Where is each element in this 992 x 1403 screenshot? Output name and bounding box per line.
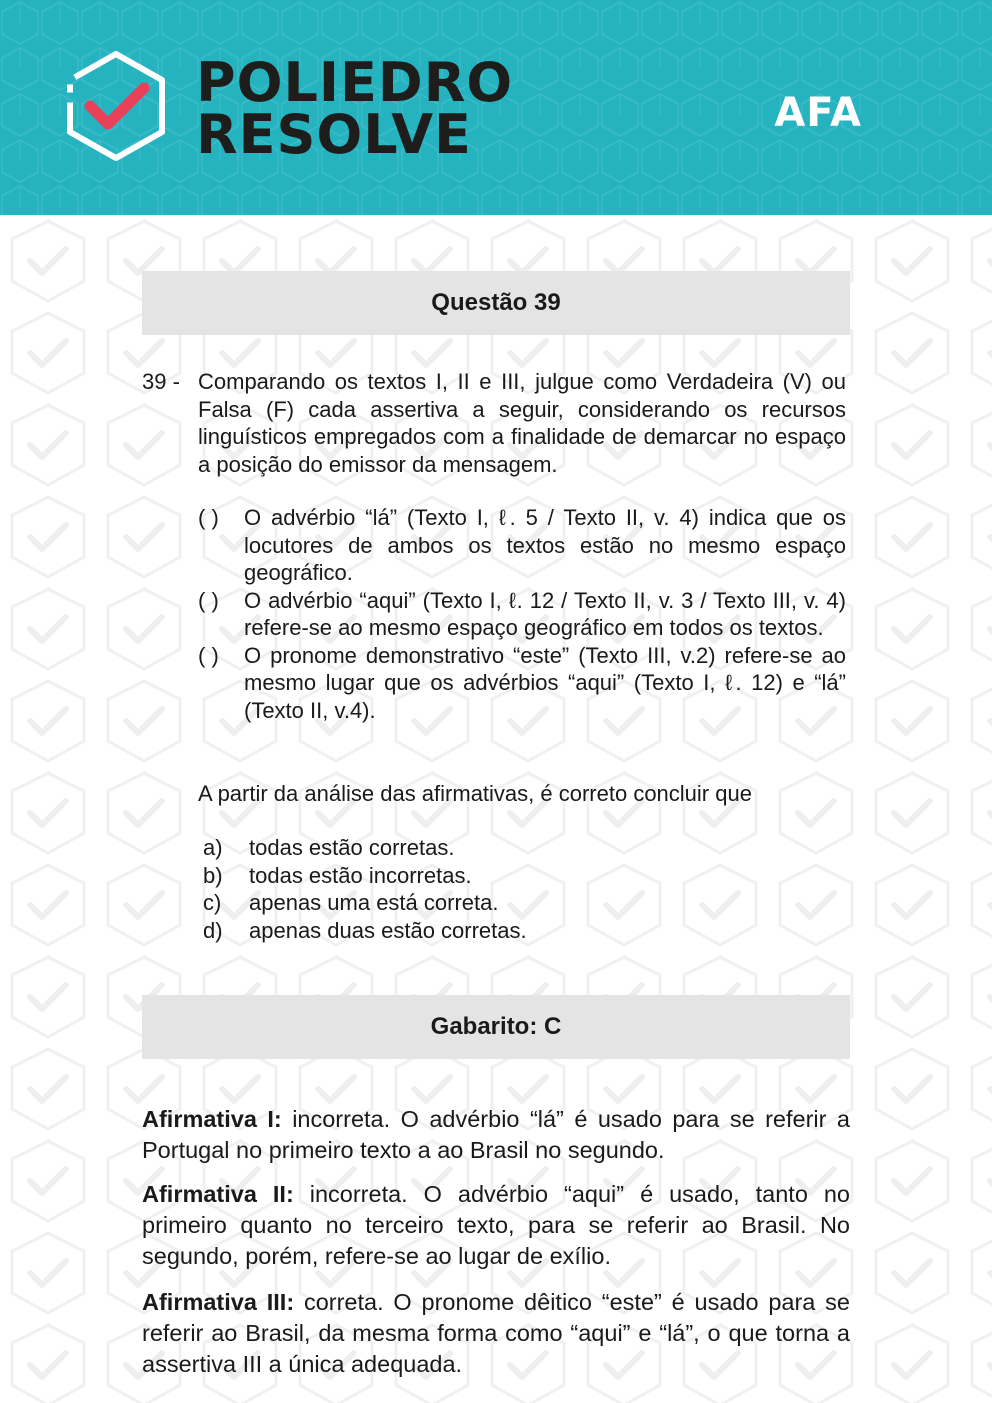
explanation-label: Afirmativa I:	[142, 1106, 282, 1132]
answer-key-banner: Gabarito: C	[142, 995, 850, 1059]
explanation-text: correta. O pronome dêitico “este” é usado para se referir ao Brasil, da mesma forma como “aqui” e “lá”, o que torna a assertiva III a única adequada.	[142, 1289, 850, 1377]
option-list	[203, 834, 527, 944]
option-letter: c)	[203, 890, 222, 915]
statement-text: O pronome demonstrativo “este” (Texto III, v.2) refere-se ao mesmo lugar que os advérbios “aqui” (Texto I, ℓ. 12) e “lá” (Texto II, v.4).	[244, 642, 846, 723]
brand-line-1: POLIEDRO	[196, 51, 514, 114]
statement-blank: ( )	[198, 505, 219, 530]
explanation-paragraph	[142, 1179, 850, 1272]
question-lead: A partir da análise das afirmativas, é correto concluir que	[198, 781, 752, 806]
question-banner: Questão 39	[142, 271, 850, 335]
statement-text: O advérbio “aqui” (Texto I, ℓ. 12 / Texto II, v. 3 / Texto III, v. 4) refere-se ao mesmo espaço geográfico em todos os textos.	[244, 587, 846, 640]
explanation-label: Afirmativa II:	[142, 1181, 294, 1207]
option-text: todas estão corretas.	[249, 835, 455, 860]
statement-item	[198, 642, 846, 725]
option-item	[203, 917, 527, 945]
option-letter: b)	[203, 862, 223, 888]
explanation-paragraph	[142, 1287, 850, 1380]
question-stem: Comparando os textos I, II e III, julgue como Verdadeira (V) ou Falsa (F) cada assertiva a seguir, considerando os recursos linguísticos empregados com a finalidade de demarcar no espaço a posição do emissor da mensagem.	[198, 369, 846, 477]
explanation-paragraph	[142, 1104, 850, 1166]
option-text: apenas duas estão corretas.	[249, 917, 527, 943]
statement-list	[198, 504, 846, 724]
option-letter: d)	[203, 917, 223, 943]
explanation-label: Afirmativa III:	[142, 1289, 295, 1315]
option-item	[203, 834, 527, 862]
statement-text: O advérbio “lá” (Texto I, ℓ. 5 / Texto II, v. 4) indica que os locutores de ambos os textos estão no mesmo espaço geográfico.	[244, 505, 846, 585]
statement-blank: ( )	[198, 587, 219, 613]
option-item	[203, 862, 527, 890]
exam-tag: AFA	[774, 90, 862, 136]
option-item	[203, 889, 527, 917]
statement-item	[198, 504, 846, 587]
statement-item	[198, 587, 846, 642]
option-text: apenas uma está correta.	[249, 890, 499, 915]
option-text: todas estão incorretas.	[249, 862, 472, 888]
brand-line-2: RESOLVE	[196, 103, 472, 166]
question-number: 39 -	[142, 369, 180, 394]
option-letter: a)	[203, 835, 223, 860]
explanation-text: incorreta. O advérbio “lá” é usado para se referir a Portugal no primeiro texto a ao Brasil no segundo.	[142, 1106, 850, 1163]
statement-blank: ( )	[198, 642, 219, 668]
explanation-text: incorreta. O advérbio “aqui” é usado, tanto no primeiro quanto no terceiro texto, para se referir ao Brasil. No segundo, porém, refere-se ao lugar de exílio.	[142, 1181, 850, 1269]
